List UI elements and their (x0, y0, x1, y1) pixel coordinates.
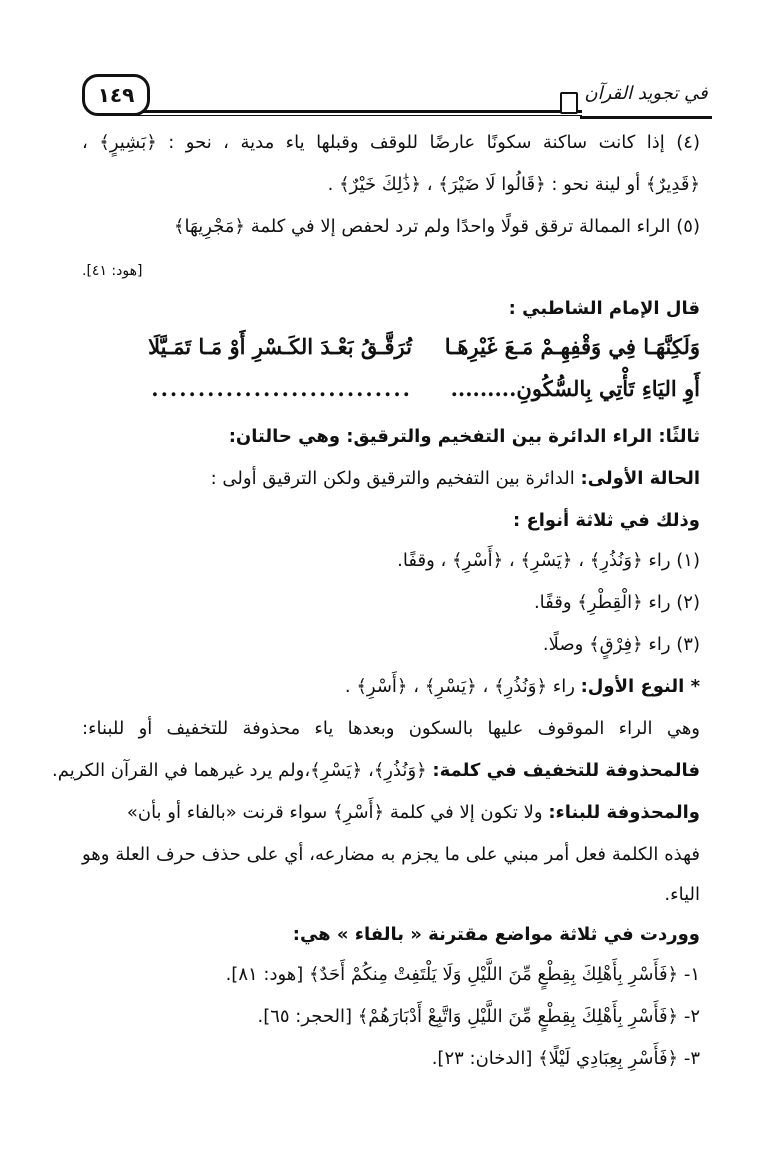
text-line (82, 464, 700, 494)
section-heading: ثالثًا: الراء الدائرة بين التفخيم والترقيق: وهي حالتان: (228, 426, 700, 447)
list-item: (٢) راء ﴿الْقِطْرِ﴾ وقفًا. (533, 592, 700, 613)
list-item: (٣) راء ﴿فِرْقٍ﴾ وصلًا. (542, 634, 700, 655)
verse-reference: [هود: ٤١]. (82, 263, 143, 279)
inline-heading: والمحذوفة للبناء: (548, 802, 700, 823)
text-line: (٤) إذا كانت ساكنة سكونًا عارضًا للوقف وقبلها ياء مدية ، نحو : ﴿بَشِيرٍ﴾ ، (82, 132, 700, 153)
inline-heading: * النوع الأول: (580, 676, 700, 697)
inline-heading: الحالة الأولى: (580, 468, 700, 489)
header-rule-thin (132, 115, 582, 116)
text-line: ووردت في ثلاثة مواضع مقترنة « بالفاء » هي: (292, 924, 700, 945)
text-line: الياء. (664, 884, 700, 905)
header-rule (132, 110, 582, 113)
page-header (82, 70, 712, 118)
list-item: ٢- ﴿فَأَسْرِ بِأَهْلِكَ بِقِطْعٍ مِّنَ اللَّيْلِ وَاتَّبِعْ أَدْبَارَهُمْ﴾ [الحجر: ٦٥]. (257, 1006, 700, 1027)
inline-text: راء ﴿وَنُذُرِ﴾ ، ﴿يَسْرِ﴾ ، ﴿أَسْرِ﴾ . (344, 676, 581, 697)
text-line: ﴿قَدِيرٌ﴾ أو لينة نحو : ﴿قَالُوا لَا ضَيْرَ﴾ ، ﴿ذَٰلِكَ خَيْرٌ﴾ . (327, 174, 700, 195)
text-line (82, 798, 700, 828)
text-line: وذلك في ثلاثة أنواع : (513, 510, 700, 531)
text-line: (٥) الراء الممالة ترقق قولًا واحدًا ولم ترد لحفص إلا في كلمة ﴿مَجْرِيهَا﴾ (173, 216, 700, 237)
text-line: قال الإمام الشاطبي : (508, 298, 700, 319)
poem-hemistich: وَلَكِنَّهَـا فِي وَقْفِهِـمْ مَـعَ غَيْرِهَـا (444, 334, 700, 359)
poem-hemistich: ............................ (151, 376, 412, 401)
poem-hemistich: تُرَقَّـقُ بَعْـدَ الكَـسْرِ أَوْ مَـا تَمَـيَّلَا (148, 334, 412, 359)
inline-text: الدائرة بين التفخيم والترقيق ولكن الترقيق أولى : (210, 468, 581, 489)
text-line (82, 672, 700, 702)
inline-text: ولا تكون إلا في كلمة ﴿أَسْرِ﴾ سواء قرنت «بالفاء أو بأن» (126, 802, 549, 823)
text-line: فهذه الكلمة فعل أمر مبني على ما يجزم به مضارعه، أي على حذف حرف العلة وهو (82, 844, 700, 865)
book-title: في تجويد القرآن (580, 70, 712, 119)
poem-hemistich: أَوِ اليَاءِ تَأْتِي بِالسُّكُونِ......... (450, 376, 700, 401)
inline-heading: فالمحذوفة للتخفيف في كلمة: (432, 760, 700, 781)
list-item: (١) راء ﴿وَنُذُرِ﴾ ، ﴿يَسْرِ﴾ ، ﴿أَسْرِ﴾ ، وقفًا. (397, 550, 700, 571)
inline-text: ﴿وَنُذُرِ﴾، ﴿يَسْرِ﴾،ولم يرد غيرهما في القرآن الكريم. (52, 760, 433, 781)
text-line (52, 756, 700, 786)
text-line: وهي الراء الموقوف عليها بالسكون وبعدها ياء محذوفة للتخفيف أو للبناء: (82, 718, 700, 739)
list-item: ١- ﴿فَأَسْرِ بِأَهْلِكَ بِقِطْعٍ مِّنَ اللَّيْلِ وَلَا يَلْتَفِتْ مِنكُمْ أَحَدٌ﴾ [هود: ٨١]. (225, 964, 700, 985)
title-ornament-icon (560, 92, 578, 114)
list-item: ٣- ﴿فَأَسْرِ بِعِبَادِي لَيْلًا﴾ [الدخان: ٢٣]. (431, 1048, 700, 1069)
page-number: ١٤٩ (82, 74, 150, 116)
